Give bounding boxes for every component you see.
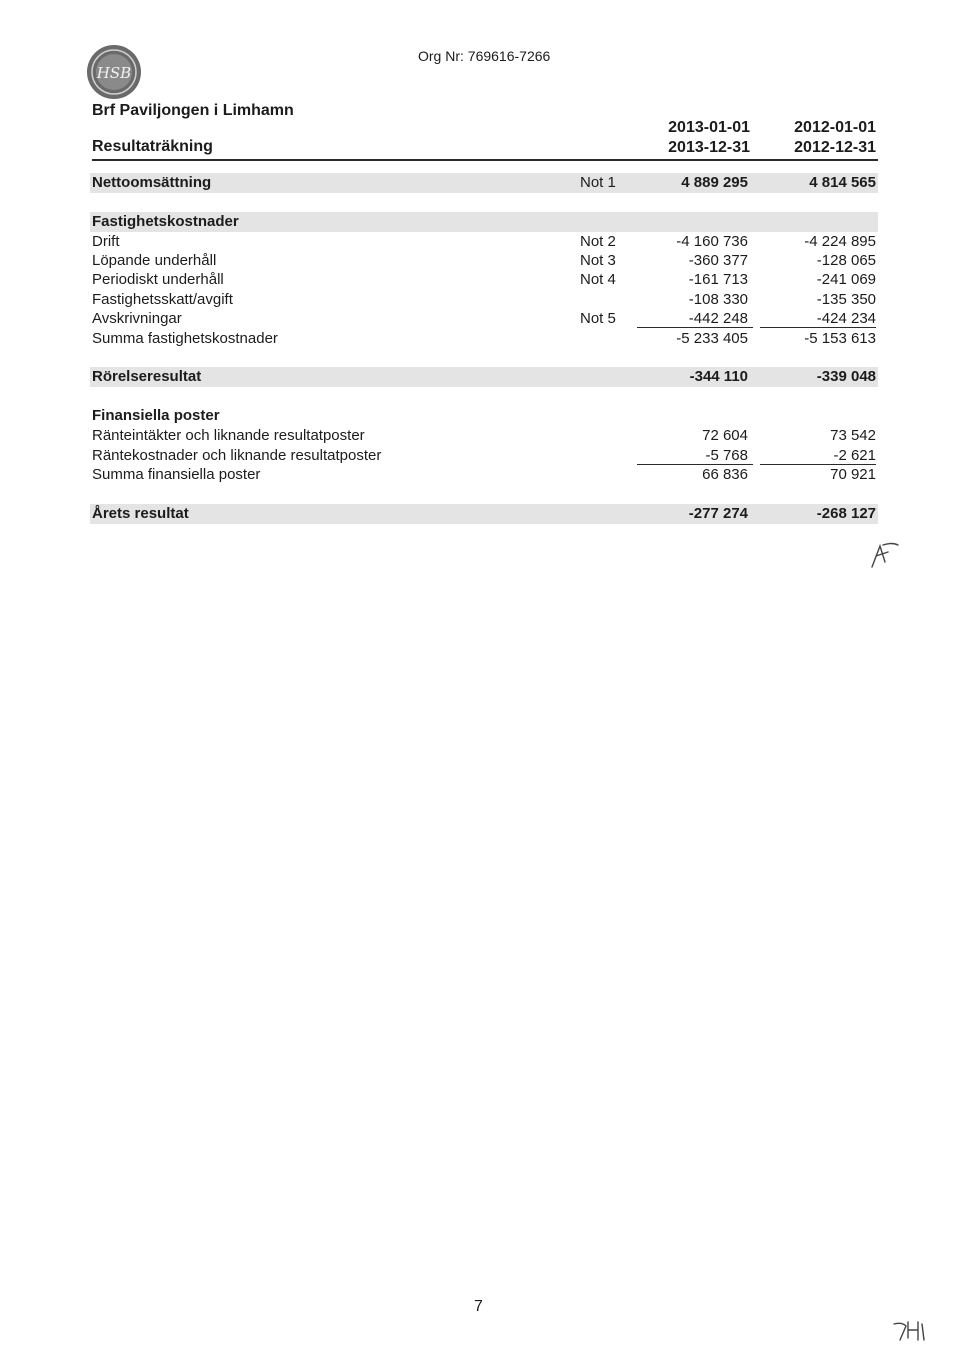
company-name: Brf Paviljongen i Limhamn — [92, 102, 294, 119]
row-periodiskt-underhall — [92, 270, 878, 290]
row-arets-resultat — [92, 504, 878, 524]
row-fastighetsskatt — [92, 290, 878, 310]
row-label: Avskrivningar — [92, 310, 182, 327]
value-2013: -5 768 — [705, 447, 748, 464]
value-2012: 70 921 — [830, 466, 876, 483]
value-2012: -135 350 — [816, 291, 876, 308]
value-2012: -128 065 — [816, 252, 876, 269]
row-label: Rörelseresultat — [92, 368, 202, 385]
row-label: Ränteintäkter och liknande resultatposter — [92, 427, 365, 444]
statement-title: Resultaträkning — [92, 138, 213, 155]
value-2012: -2 621 — [833, 447, 876, 464]
value-2013: -442 248 — [688, 310, 748, 327]
value-2013: 4 889 295 — [681, 174, 748, 191]
col1-from: 2013-01-01 — [668, 119, 750, 136]
value-2012: -5 153 613 — [804, 330, 876, 347]
row-rorelseresultat — [92, 367, 878, 387]
row-label: Drift — [92, 233, 120, 250]
note-ref: Not 3 — [580, 252, 616, 269]
value-2013: -344 110 — [689, 368, 748, 385]
row-nettoomsattning — [92, 173, 878, 193]
org-number: Org Nr: 769616-7266 — [418, 48, 551, 64]
section-finansiella-poster — [92, 406, 878, 426]
col2-from: 2012-01-01 — [794, 119, 876, 136]
value-2013: -161 713 — [688, 271, 748, 288]
row-avskrivningar — [92, 309, 878, 329]
value-2013: -5 233 405 — [676, 330, 748, 347]
row-summa-fastighetskostnader — [92, 329, 878, 349]
row-rantekostnader — [92, 446, 878, 466]
value-2013: -108 330 — [688, 291, 748, 308]
subtotal-rule-2013 — [637, 327, 753, 328]
col2-to: 2012-12-31 — [794, 139, 876, 156]
value-2012: -268 127 — [816, 505, 876, 522]
value-2013: -4 160 736 — [676, 233, 748, 250]
row-label: Fastighetsskatt/avgift — [92, 291, 233, 308]
row-ranteintakter — [92, 426, 878, 446]
row-label: Räntekostnader och liknande resultatposter — [92, 447, 382, 464]
col1-to: 2013-12-31 — [668, 139, 750, 156]
note-ref: Not 4 — [580, 271, 616, 288]
handwritten-initials-mark — [866, 540, 902, 570]
row-label: Summa fastighetskostnader — [92, 330, 278, 347]
page-number: 7 — [474, 1298, 483, 1315]
value-2013: 72 604 — [702, 427, 748, 444]
header-rule — [92, 159, 878, 161]
row-label: Nettoomsättning — [92, 174, 212, 191]
note-ref: Not 2 — [580, 233, 616, 250]
value-2012: -241 069 — [816, 271, 876, 288]
handwritten-signature-mark — [890, 1316, 936, 1346]
row-lopande-underhall — [92, 251, 878, 271]
row-label: Löpande underhåll — [92, 252, 217, 269]
value-2012: 73 542 — [830, 427, 876, 444]
value-2013: -277 274 — [688, 505, 748, 522]
section-label: Fastighetskostnader — [92, 213, 239, 230]
value-2012: -339 048 — [816, 368, 876, 385]
value-2012: 4 814 565 — [809, 174, 876, 191]
value-2013: -360 377 — [688, 252, 748, 269]
subtotal-rule-2012 — [760, 327, 876, 328]
row-label: Periodiskt underhåll — [92, 271, 224, 288]
logo-text: HSB — [96, 64, 132, 82]
value-2012: -424 234 — [816, 310, 876, 327]
row-label: Summa finansiella poster — [92, 466, 261, 483]
value-2012: -4 224 895 — [804, 233, 876, 250]
row-summa-finansiella — [92, 465, 878, 485]
section-label: Finansiella poster — [92, 407, 220, 424]
value-2013: 66 836 — [702, 466, 748, 483]
row-drift — [92, 232, 878, 252]
note-ref: Not 1 — [580, 174, 616, 191]
note-ref: Not 5 — [580, 310, 616, 327]
hsb-logo — [84, 42, 144, 102]
section-fastighetskostnader — [92, 212, 878, 232]
row-label: Årets resultat — [92, 505, 189, 522]
